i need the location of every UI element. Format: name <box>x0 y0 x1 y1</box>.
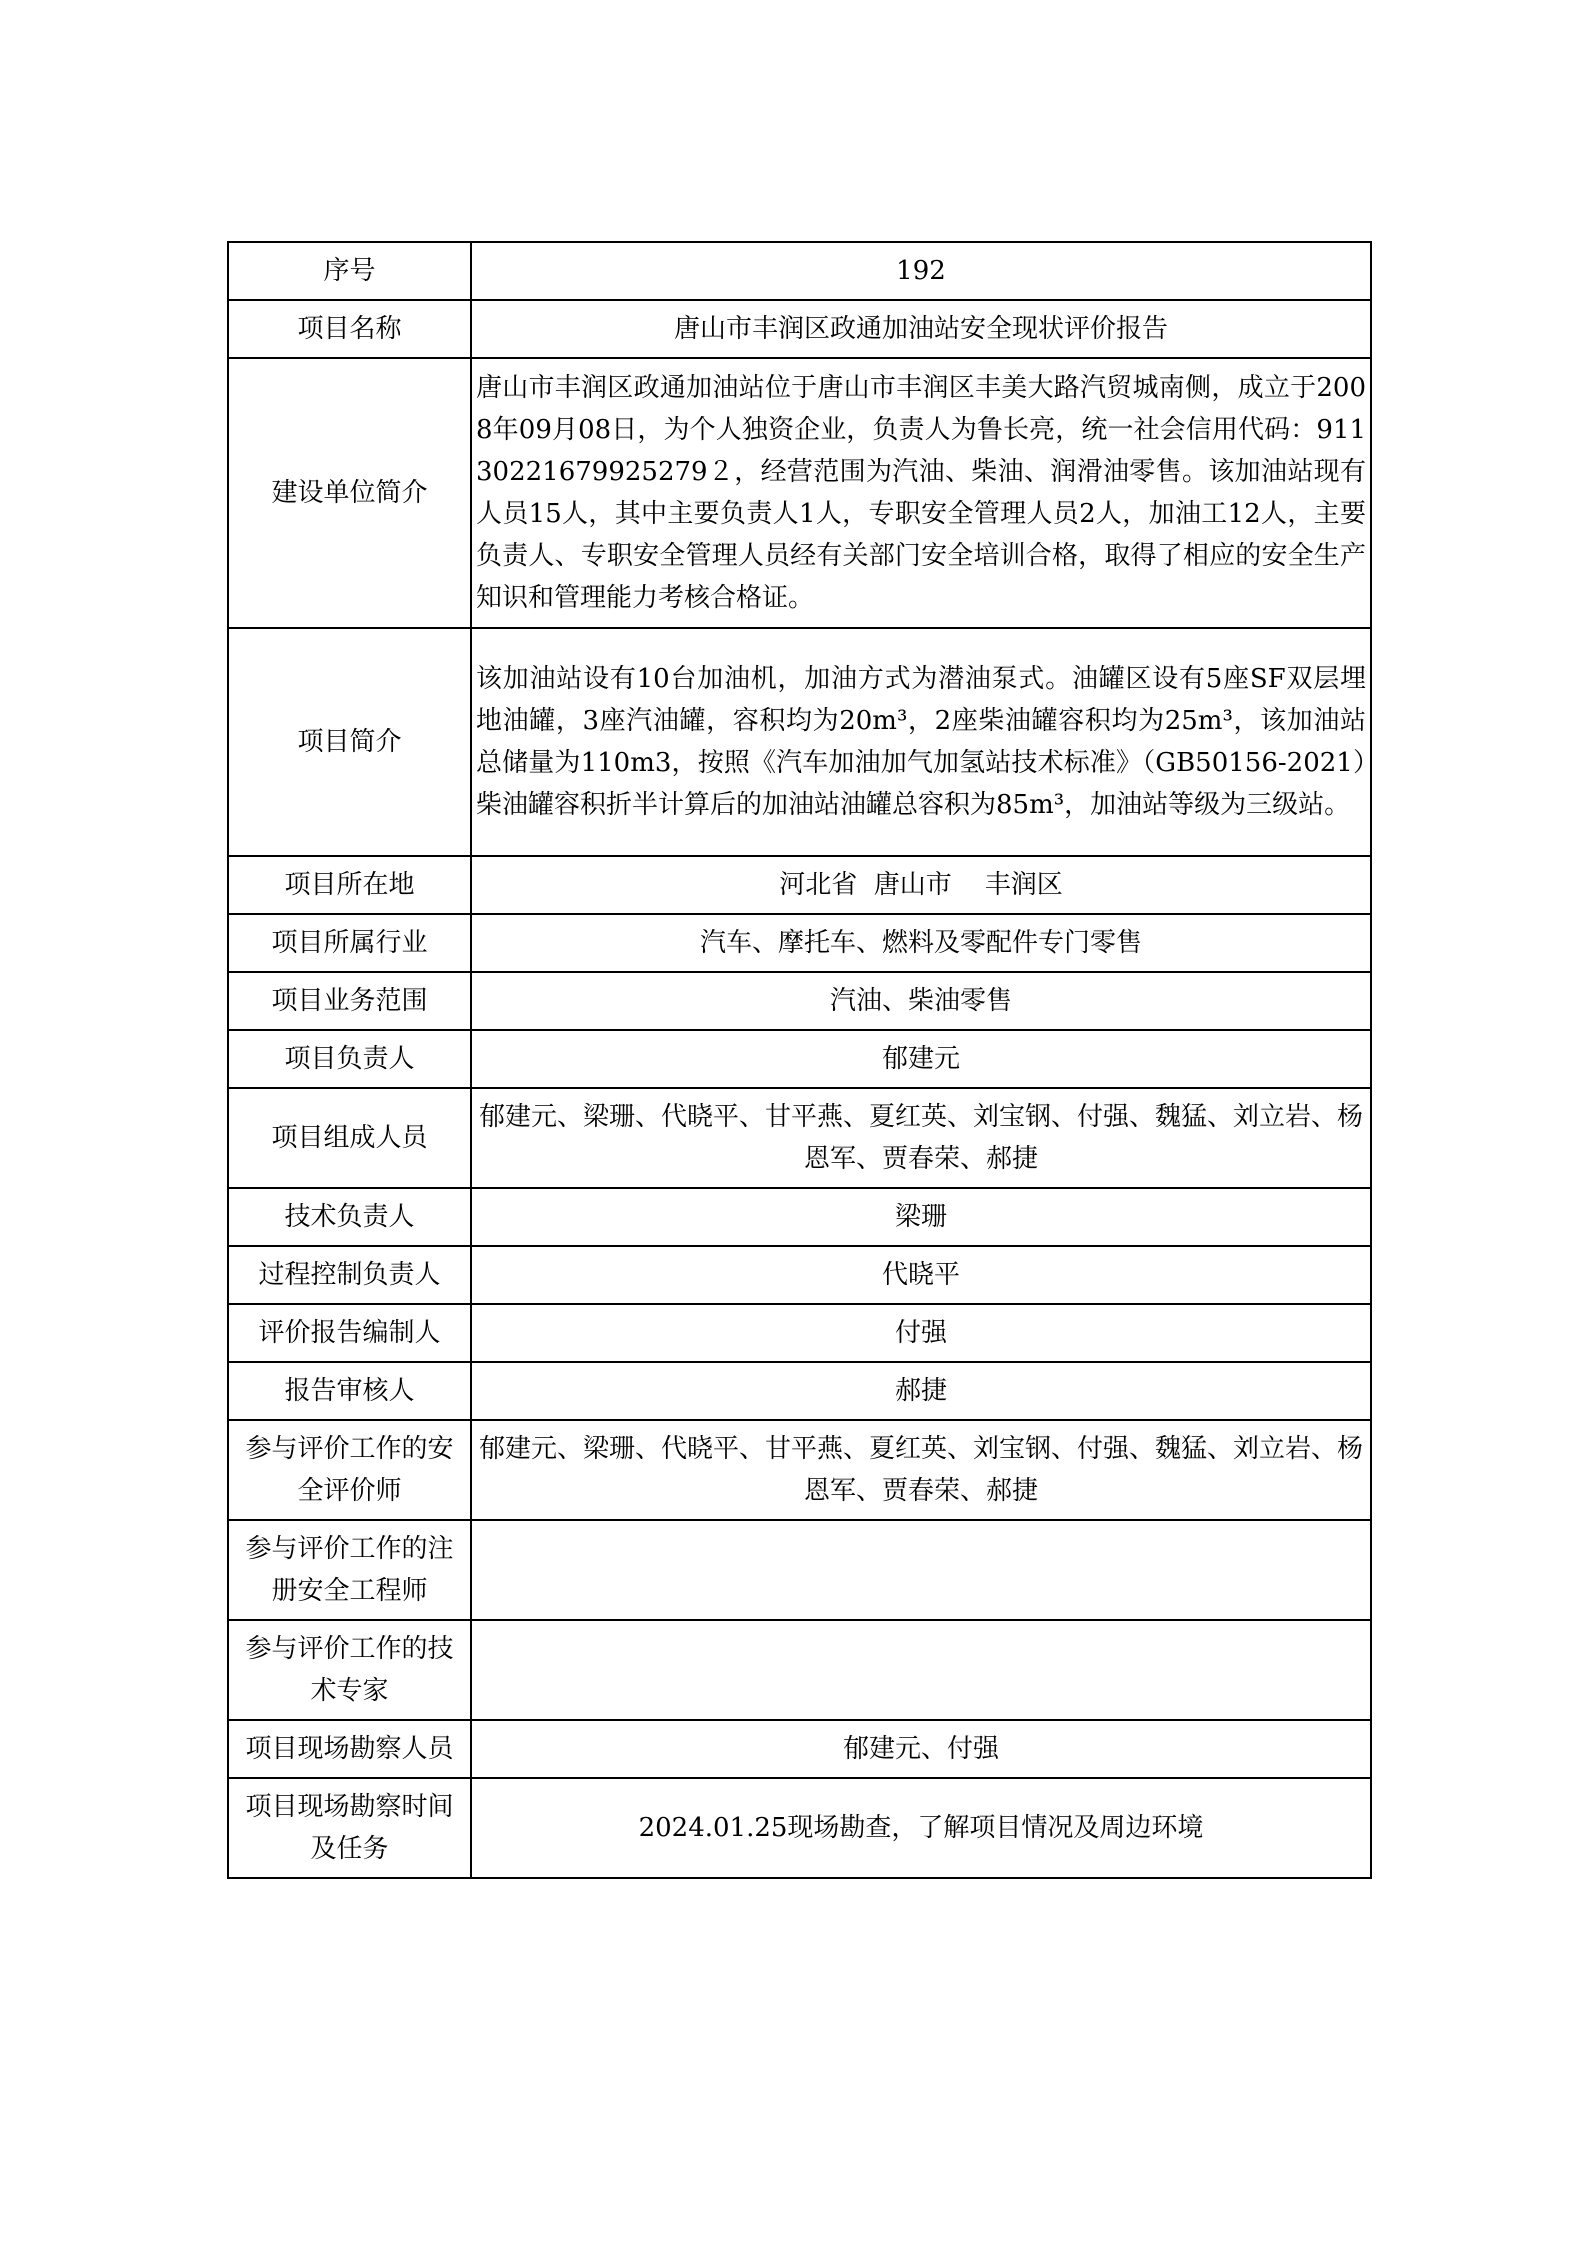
row-label: 项目现场勘察人员 <box>228 1720 471 1778</box>
row-label: 项目所在地 <box>228 856 471 914</box>
table-row <box>228 1304 1371 1362</box>
row-label: 评价报告编制人 <box>228 1304 471 1362</box>
table-row <box>228 1030 1371 1088</box>
row-label: 项目组成人员 <box>228 1088 471 1188</box>
table-row <box>228 242 1371 300</box>
table-row <box>228 628 1371 856</box>
row-label: 项目所属行业 <box>228 914 471 972</box>
table-row <box>228 358 1371 628</box>
row-label: 项目负责人 <box>228 1030 471 1088</box>
row-value: 该加油站设有10台加油机，加油方式为潜油泵式。油罐区设有5座SF双层埋地油罐，3座汽油罐，容积均为20m³，2座柴油罐容积均为25m³，该加油站总储量为110m3，按照《汽车加油加气加氢站技术标准》（GB50156-2021）柴油罐容积折半计算后的加油站油罐总容积为85m³，加油站等级为三级站。 <box>471 628 1371 856</box>
row-value: 汽油、柴油零售 <box>471 972 1371 1030</box>
row-value: 郁建元、梁珊、代晓平、甘平燕、夏红英、刘宝钢、付强、魏猛、刘立岩、杨恩军、贾春荣、郝捷 <box>471 1420 1371 1520</box>
table-row <box>228 1246 1371 1304</box>
table-row <box>228 1720 1371 1778</box>
row-value: 郁建元 <box>471 1030 1371 1088</box>
table-row <box>228 972 1371 1030</box>
row-value: 郁建元、付强 <box>471 1720 1371 1778</box>
table-row <box>228 1620 1371 1720</box>
row-value: 汽车、摩托车、燃料及零配件专门零售 <box>471 914 1371 972</box>
table-row <box>228 1362 1371 1420</box>
row-label: 参与评价工作的注册安全工程师 <box>228 1520 471 1620</box>
row-label: 项目简介 <box>228 628 471 856</box>
table-row <box>228 1088 1371 1188</box>
table-row <box>228 1778 1371 1878</box>
row-label: 项目名称 <box>228 300 471 358</box>
table-row <box>228 914 1371 972</box>
row-label: 项目业务范围 <box>228 972 471 1030</box>
row-label: 项目现场勘察时间及任务 <box>228 1778 471 1878</box>
row-label: 序号 <box>228 242 471 300</box>
row-label: 建设单位简介 <box>228 358 471 628</box>
row-value: 2024.01.25现场勘查，了解项目情况及周边环境 <box>471 1778 1371 1878</box>
project-info-table <box>227 241 1372 1879</box>
row-value: 唐山市丰润区政通加油站位于唐山市丰润区丰美大路汽贸城南侧，成立于2008年09月08日，为个人独资企业，负责人为鲁长亮，统一社会信用代码：91130221679925279２，经营范围为汽油、柴油、润滑油零售。该加油站现有人员15人，其中主要负责人1人，专职安全管理人员2人，加油工12人，主要负责人、专职安全管理人员经有关部门安全培训合格，取得了相应的安全生产知识和管理能力考核合格证。 <box>471 358 1371 628</box>
table-row <box>228 1188 1371 1246</box>
table-row <box>228 1420 1371 1520</box>
row-value: 梁珊 <box>471 1188 1371 1246</box>
row-value: 付强 <box>471 1304 1371 1362</box>
row-label: 技术负责人 <box>228 1188 471 1246</box>
row-value <box>471 1520 1371 1620</box>
row-label: 过程控制负责人 <box>228 1246 471 1304</box>
row-value: 郁建元、梁珊、代晓平、甘平燕、夏红英、刘宝钢、付强、魏猛、刘立岩、杨恩军、贾春荣、郝捷 <box>471 1088 1371 1188</box>
row-value: 代晓平 <box>471 1246 1371 1304</box>
table-row <box>228 300 1371 358</box>
row-value: 唐山市丰润区政通加油站安全现状评价报告 <box>471 300 1371 358</box>
row-value: 192 <box>471 242 1371 300</box>
row-label: 参与评价工作的安全评价师 <box>228 1420 471 1520</box>
row-label: 报告审核人 <box>228 1362 471 1420</box>
row-value: 郝捷 <box>471 1362 1371 1420</box>
row-value <box>471 1620 1371 1720</box>
row-label: 参与评价工作的技术专家 <box>228 1620 471 1720</box>
table-row <box>228 856 1371 914</box>
row-value: 河北省 唐山市 丰润区 <box>471 856 1371 914</box>
table-row <box>228 1520 1371 1620</box>
